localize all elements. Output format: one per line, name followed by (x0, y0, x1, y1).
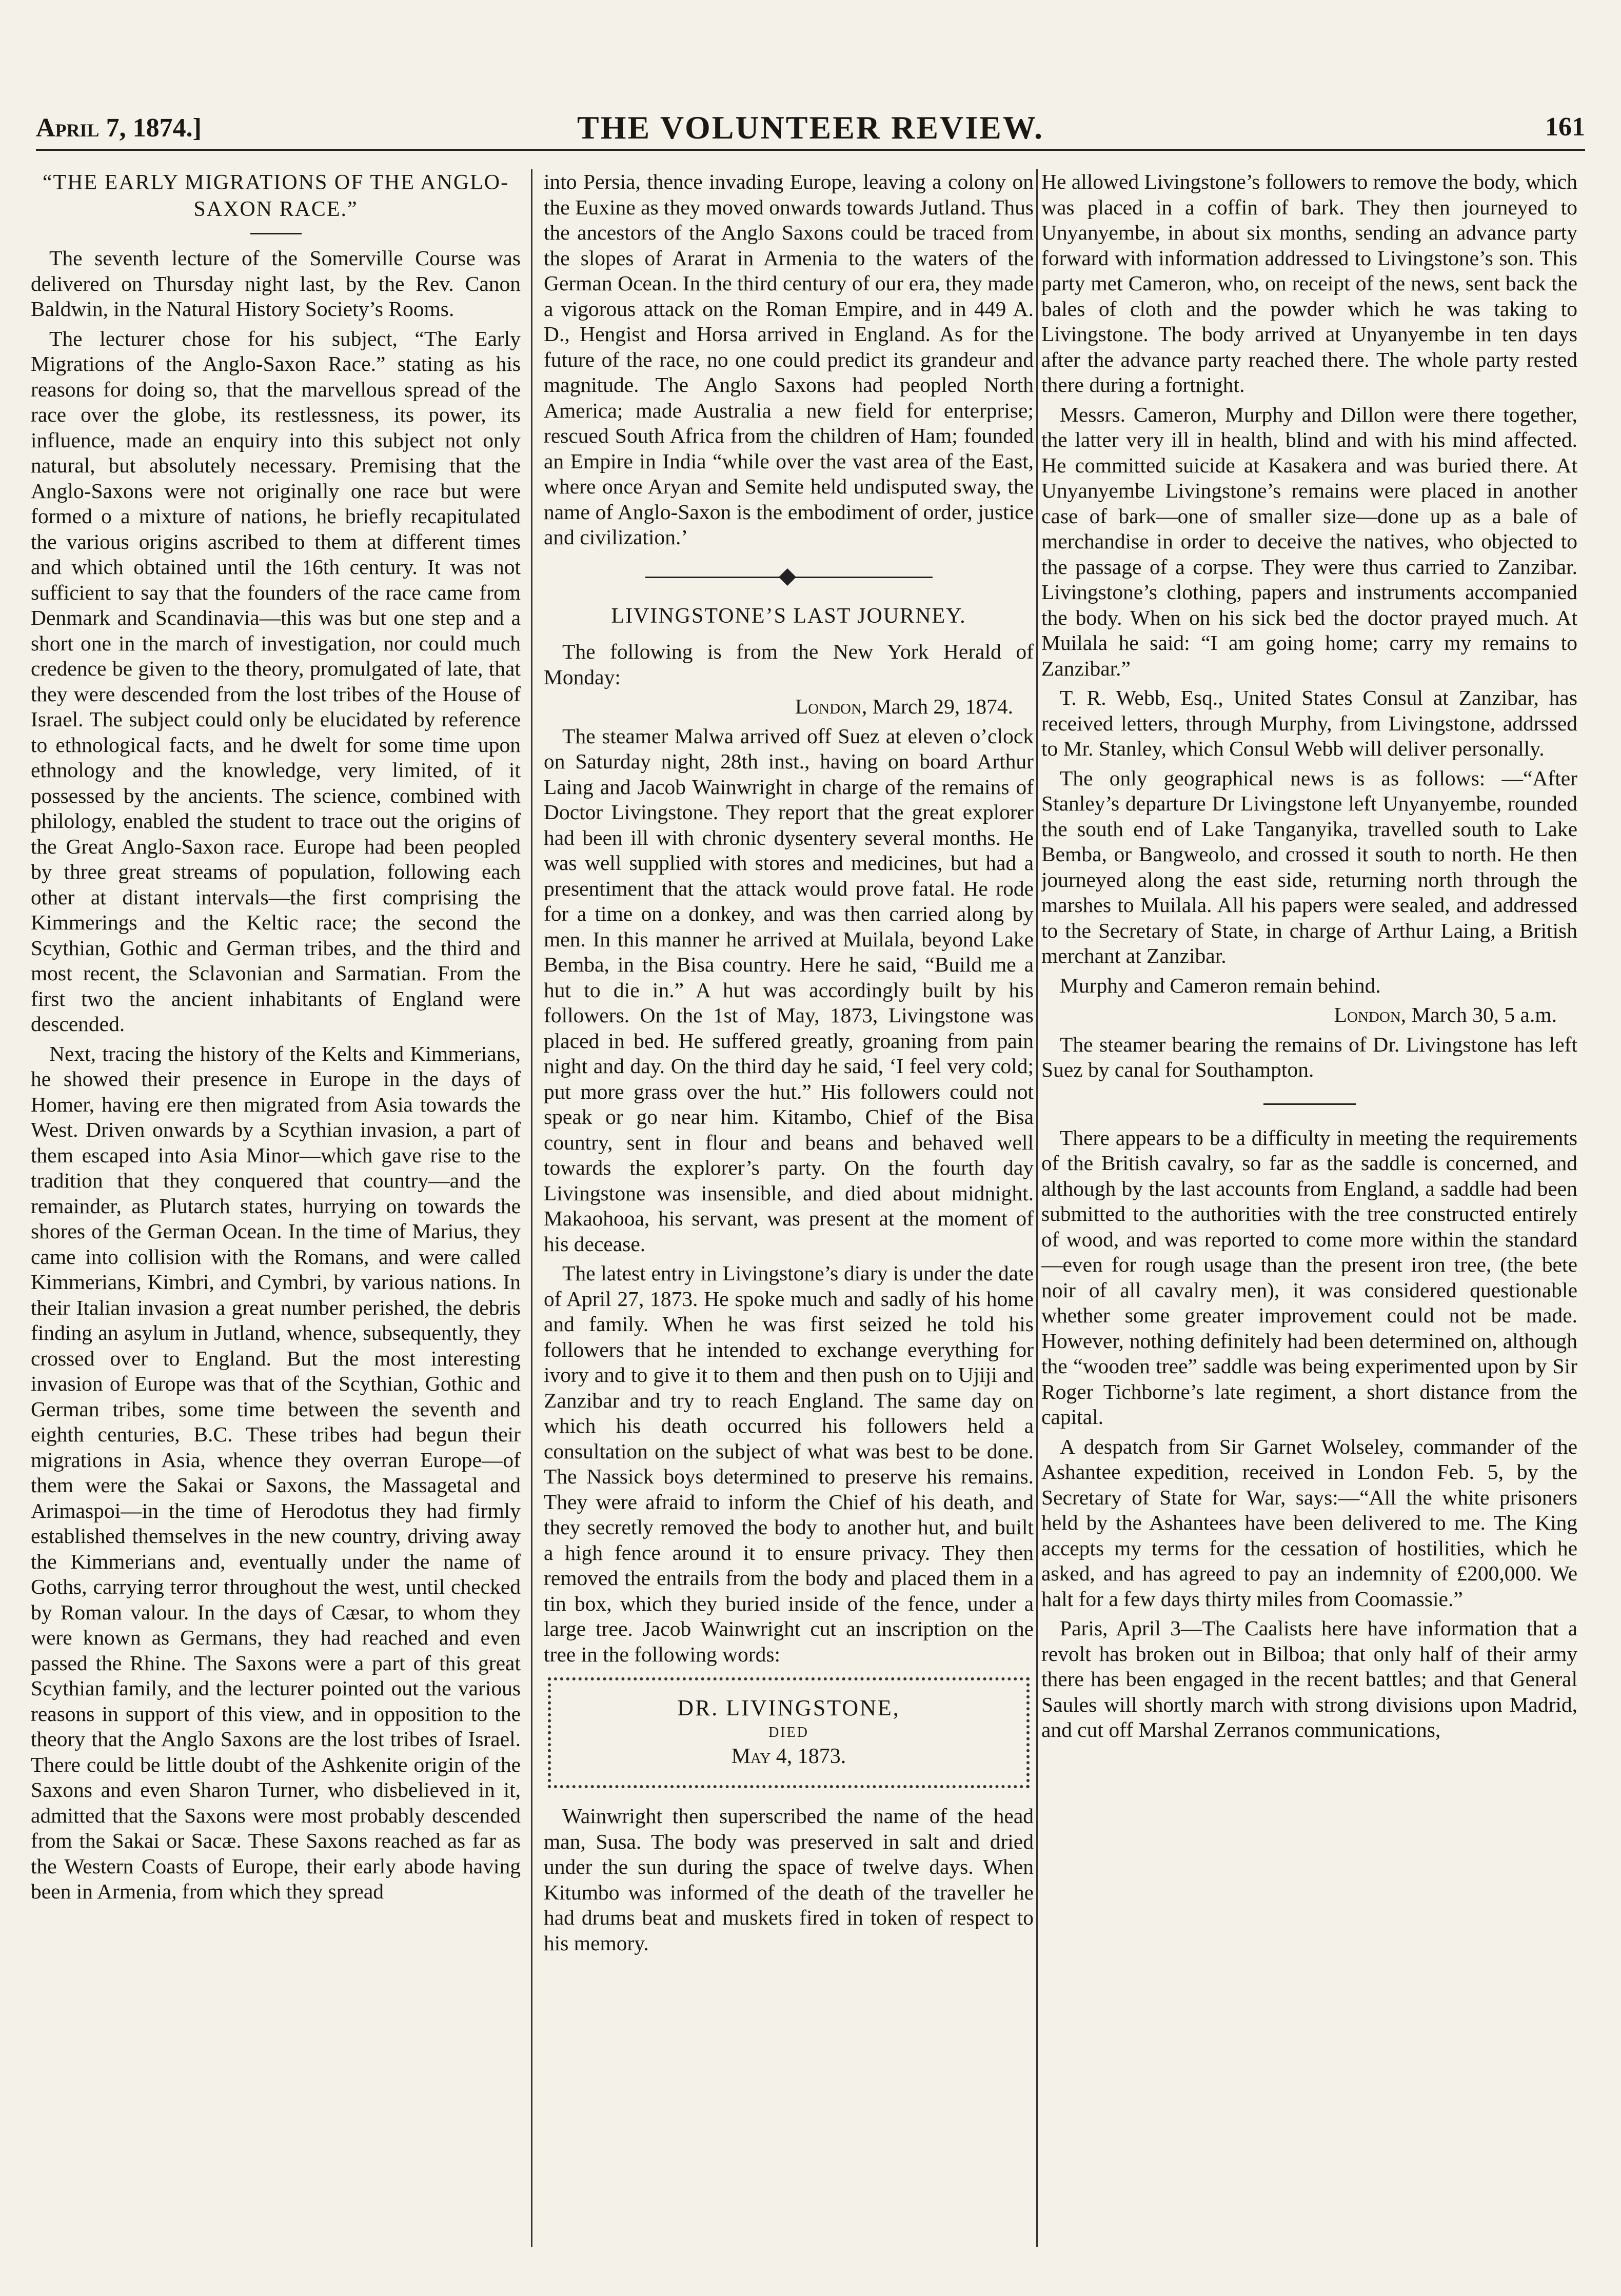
page-number: 161 (1545, 112, 1585, 142)
dateline (1041, 1002, 1557, 1028)
paragraph: Wainwright then superscribed the name of the head man, Susa. The body was preserved in salt and dried under the sun during the space of twelve days. When Kitumbo was informed of the death of the traveller he had drums beat and muskets fired in token of respect to his memory. (544, 1804, 1034, 1955)
paragraph: Murphy and Cameron remain behind. (1060, 973, 1381, 997)
paragraph: There appears to be a difficulty in meeting the requirements of the British cavalry, so far as the saddle is concerned, and although by the last accounts from England, a saddle had been submitted to the authorities with the tree constructed entirely of wood, and was reported to come more within the standard—even for rough usage than the present iron tree, (the bete noir of all cavalry men), it was considered questionable whether some greater improvement could not be made. However, nothing definitely had been determined on, although the “wooden tree” saddle was being experimented upon by Sir Roger Tichborne’s late regiment, a short distance from the capital. (1041, 1125, 1577, 1429)
paragraph: into Persia, thence invading Europe, leaving a colony on the Euxine as they moved onwards towards Jutland. Thus the ancestors of the Anglo Saxons could be traced from the slopes of Ararat in Armenia to the waters of the German Ocean. In the third century of our era, they made a vigorous attack on the Roman Empire, and in 449 A. D., Hengist and Horsa arrived in England. As for the future of the race, no one could predict its grandeur and magnitude. The Anglo Saxons had peopled North America; made Australia a new field for enterprise; rescued South Africa from the children of Ham; founded an Empire in India “while over the vast area of the East, where once Aryan and Semite held undisputed sway, the name of Anglo-Saxon is the embodiment of order, justice and civilization.’ (544, 170, 1034, 549)
page-header (36, 103, 1585, 151)
issue-date: April 7, 1874.] (36, 113, 202, 143)
dateline-date: March 30, 5 a.m. (1411, 1003, 1557, 1026)
paragraph: The following is from the New York Herald of Monday: (544, 640, 1034, 689)
column-1 (31, 169, 521, 2247)
article-heading-livingstone: LIVINGSTONE’S LAST JOURNEY. (611, 604, 966, 628)
paragraph: T. R. Webb, Esq., United States Consul at Zanzibar, has received letters, through Murphy, from Livingstone, addrssed to Mr. Stanley, which Consul Webb will deliver personally. (1041, 686, 1577, 760)
column-rule (531, 169, 532, 2247)
paragraph: The steamer Malwa arrived off Suez at eleven o’clock on Saturday night, 28th inst., having on board Arthur Laing and Jacob Wainwright in charge of the remains of Doctor Livingstone. They report that the great explorer had been ill with chronic dysentery several months. He was well supplied with stores and medicines, but had a presentiment that the attack would prove fatal. He rode for a time on a donkey, and was then carried along by men. In this manner he arrived at Muilala, beyond Lake Bemba, in the Bisa country. Here he said, “Build me a hut to die in.” A hut was accordingly built by his followers. On the 1st of May, 1873, Livingstone was placed in bed. He suffered greatly, groaning from pain night and day. On the third day he said, ‘I feel very cold; put more grass over the hut.” His followers could not speak or go near him. Kitambo, Chief of the Bisa country, sent in flour and beans and behaved well towards the explorer’s party. On the fourth day Livingstone was insensible, and died about midnight. Makaohooa, his servant, was present at the moment of his decease. (544, 724, 1034, 1256)
inscription-died: DIED (768, 1725, 809, 1740)
paragraph: Paris, April 3—The Caalists here have information that a revolt has broken out in Bilboa; that only half of their army there has been engaged in the recent battles; and that General Saules will shortly march with strong divisions upon Madrid, and cut off Marshal Zerranos communications, (1041, 1616, 1577, 1741)
paragraph: The lecturer chose for his subject, “The Early Migrations of the Anglo-Saxon Race.” stating as his reasons for doing so, that the marvellous spread of the race over the globe, its restlessness, its power, its influence, made an enquiry into this subject not only natural, but absolutely necessary. Premising that the Anglo-Saxons were not originally one race but were formed o a mixture of nations, he briefly recapitulated the various origins ascribed to them at different times and which obtained until the 16th century. It was not sufficient to say that the founders of the race came from Denmark and Scandinavia—this was but one step and a short one in the march of investigation, nor could much credence be given to the theory, promulgated of late, that they were descended from the lost tribes of the House of Israel. The subject could only be elucidated by reference to ethnological facts, and he dwelt for some time upon ethnology and the knowledge, very limited, of it possessed by the ancients. The science, combined with philology, enabled the student to trace out the origins of the Great Anglo-Saxon race. Europe had been peopled by three great streams of population, following each other at distant intervals—the first comprising the Kimmerings and the Keltic race; the second the Scythian, Gothic and German tribes, and the third and most recent, the Sclavonian and Sarmatian. From the first two the ancient inhabitants of England were descended. (31, 326, 521, 1036)
publication-title: THE VOLUNTEER REVIEW. (577, 109, 1044, 146)
paragraph: He allowed Livingstone’s followers to remove the body, which was placed in a coffin of bark. They then journeyed to Unyanyembe, in about six months, sending an advance party forward with information addressed to Livingstone’s son. This party met Cameron, who, on receipt of the news, sent back the bales of cloth and the powder which he was taking to Livingstone. The body arrived at Unyanyembe in ten days after the advance party reached there. The whole party rested there during a fortnight. (1041, 170, 1577, 397)
heading-rule (250, 233, 302, 234)
column-rule (1036, 169, 1038, 2247)
column-3 (1041, 169, 1577, 2247)
section-separator (645, 571, 933, 583)
dateline-place: London, (1334, 1003, 1407, 1026)
paragraph: Next, tracing the history of the Kelts and Kimmerians, he showed their presence in Europe in the days of Homer, having ere then migrated from Asia towards the West. Driven onwards by a Scythian invasion, a part of them escaped into Asia Minor—which gave rise to the tradition that they conquered that country—and the remainder, as Plutarch states, hurrying on towards the shores of the German Ocean. In the time of Marius, they came into collision with the Romans, and were called Kimmerians, Kimbri, and Cymbri, by various nations. In their Italian invasion a great number perished, the debris finding an asylum in Jutland, whence, subsequently, they crossed over to England. But the most interesting invasion of Europe was that of the Scythian, Gothic and German tribes, some time between the seventh and eighth centuries, B.C. These tribes had begun their migrations in Asia, whence they overran Europe—of them were the Sakai or Saxons, the Massagetal and Arimaspoi—in the time of Herodotus they had firmly established themselves in the new country, driving away the Kimmerians and, eventually under the name of Goths, carrying terror throughout the west, until checked by Roman valour. In the days of Cæsar, to whom they were known as Germans, they had reached and even passed the Rhine. The Saxons were a part of this great Scythian family, and the lecturer pointed out the various reasons in support of this view, and in opposition to the theory that the Anglo Saxons are the lost tribes of Israel. There could be little doubt of the Ashkenite origin of the Saxons and even Sharon Turner, who disbelieved in it, admitted that the Saxons were most probably descended from the Sakai or Sacæ. These Saxons reached as far as the Western Coasts of Europe, their early abode having been in Armenia, from which they spread (31, 1041, 521, 1903)
column-2 (544, 169, 1034, 2247)
dateline (544, 694, 1013, 720)
paragraph: The steamer bearing the remains of Dr. Livingstone has left Suez by canal for Southampton. (1041, 1032, 1577, 1081)
inscription-name: DR. LIVINGSTONE, (677, 1695, 900, 1720)
inscription-box (548, 1677, 1030, 1788)
article-heading-migrations: “THE EARLY MIGRATIONS OF THE ANGLO-SAXON RACE.” (42, 171, 509, 221)
dateline-date: March 29, 1874. (872, 695, 1013, 718)
inscription-date: May 4, 1873. (731, 1745, 846, 1768)
paragraph: The latest entry in Livingstone’s diary is under the date of April 27, 1873. He spoke much and sadly of his home and family. When he was first seized he told his followers that he intended to exchange everything for ivory and to give it to them and then push on to Ujiji and Zanzibar and try to reach England. The same day on which his death occurred his followers held a consultation on the subject of what was best to be done. The Nassick boys determined to preserve his remains. They were afraid to inform the Chief of his death, and they secretly removed the body to another hut, and built a high fence around it to ensure privacy. They then removed the entrails from the body and placed them in a tin box, which they buried inside of the fence, under a large tree. Jacob Wainwright cut an inscription on the tree in the following words: (544, 1261, 1034, 1666)
paragraph: The seventh lecture of the Somerville Course was delivered on Thursday night last, by the Rev. Canon Baldwin, in the Natural History Society’s Rooms. (31, 246, 521, 321)
section-rule (1263, 1103, 1356, 1105)
paragraph: The only geographical news is as follows: —“After Stanley’s departure Dr Livingstone left Unyanyembe, rounded the south end of Lake Tanganyika, travelled south to Lake Bemba, or Bangweolo, and crossed it south to north. He then journeyed along the east side, returning north through the marshes to Muilala. All his papers were sealed, and addressed to the Secretary of State, in charge of Arthur Laing, a British merchant at Zanzibar. (1041, 766, 1577, 967)
dateline-place: London, (795, 695, 867, 718)
paragraph: Messrs. Cameron, Murphy and Dillon were there together, the latter very ill in health, blind and with his mind affected. He committed suicide at Kasakera and was buried there. At Unyanyembe Livingstone’s remains were placed in another case of bark—one of smaller size—done up as a bale of merchandise in order to deceive the natives, who objected to the passage of a corpse. They were thus carried to Zanzibar. Livingstone’s clothing, papers and instruments accompanied the body. When on his sick bed the doctor prayed much. At Muilala he said: “I am going home; carry my remains to Zanzibar.” (1041, 402, 1577, 680)
paragraph: A despatch from Sir Garnet Wolseley, commander of the Ashantee expedition, received in London Feb. 5, by the Secretary of State for War, says:—“All the white prisoners held by the Ashantees have been delivered to me. The King accepts my terms for the cessation of hostilities, which he asked, and has agreed to pay an indemnity of £200,000. We halt for a few days thirty miles from Coomassie.” (1041, 1434, 1577, 1611)
